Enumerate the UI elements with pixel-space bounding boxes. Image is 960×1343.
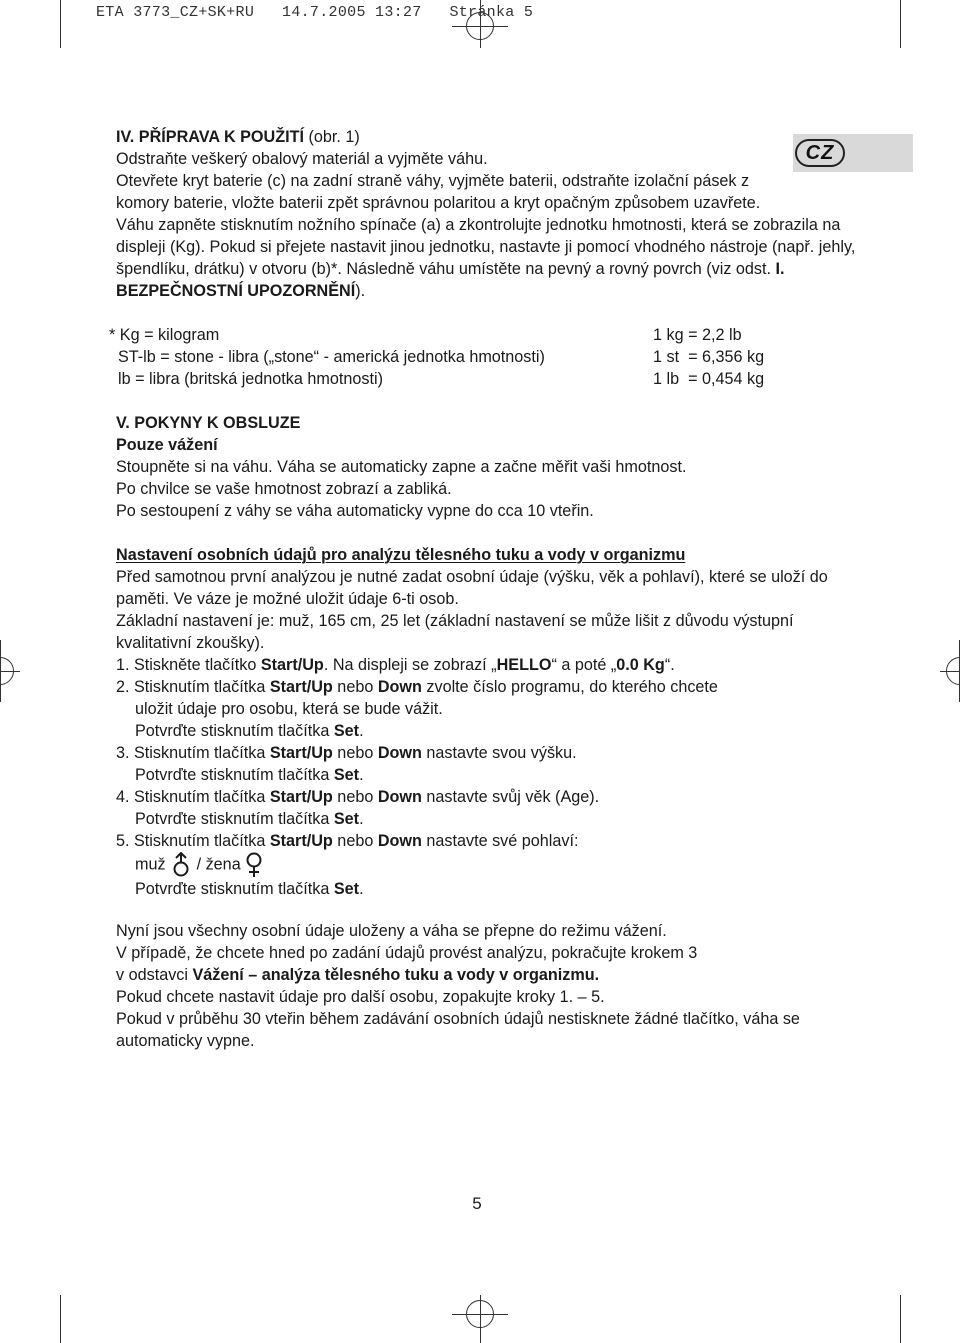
crop-mark	[60, 0, 61, 48]
step-3: 3. Stisknutím tlačítka Start/Up nebo Down nastavte svou výšku.	[116, 744, 577, 762]
gender-line: muž / žena	[116, 852, 856, 878]
paragraph: Otevřete kryt baterie (c) na zadní straně váhy, vyjměte baterii, odstraňte izolační pásek z komory baterie, vložte baterii zpět správnou polaritou a kryt opačným způsobem uzavřete.	[116, 172, 761, 212]
paragraph: Nyní jsou všechny osobní údaje uloženy a váha se přepne do režimu vážení.	[116, 922, 667, 940]
paragraph: Pokud chcete nastavit údaje pro další osobu, zopakujte kroky 1. – 5.	[116, 988, 605, 1006]
paragraph: Po chvilce se vaše hmotnost zobrazí a zabliká.	[116, 480, 452, 498]
print-header: ETA 3773_CZ+SK+RU 14.7.2005 13:27 Stránka 5	[96, 4, 534, 21]
crop-mark	[60, 1295, 61, 1343]
personal-data-title: Nastavení osobních údajů pro analýzu tělesného tuku a vody v organizmu	[116, 546, 686, 564]
registration-cross	[452, 26, 508, 27]
unit-conversion-table	[109, 324, 856, 390]
paragraph: V případě, že chcete hned po zadání údajů provést analýzu, pokračujte krokem 3	[116, 944, 698, 962]
page-content	[109, 126, 856, 1052]
paragraph: Pokud v průběhu 30 vteřin během zadávání osobních údajů nestisknete žádné tlačítko, váha se automaticky vypne.	[116, 1010, 800, 1050]
section-5-title: V. POKYNY K OBSLUZE	[116, 414, 301, 432]
step-1: 1. Stiskněte tlačítko Start/Up. Na displeji se zobrazí „HELLO“ a poté „0.0 Kg“.	[116, 656, 675, 674]
step-2: 2. Stisknutím tlačítka Start/Up nebo Down zvolte číslo programu, do kterého chcete	[116, 678, 718, 696]
confirm-line: Potvrďte stisknutím tlačítka Set.	[135, 810, 364, 828]
registration-cross	[0, 671, 20, 672]
confirm-line: Potvrďte stisknutím tlačítka Set.	[135, 880, 364, 898]
crop-mark	[900, 1295, 901, 1343]
confirm-line: Potvrďte stisknutím tlačítka Set.	[135, 766, 364, 784]
paragraph: Odstraňte veškerý obalový materiál a vyjměte váhu.	[116, 150, 488, 168]
female-symbol-icon	[245, 852, 263, 878]
crop-mark	[900, 0, 901, 48]
male-symbol-icon	[170, 852, 192, 878]
section-4-title: IV. PŘÍPRAVA K POUŽITÍ (obr. 1)	[116, 128, 360, 146]
table-row: lb = libra (britská jednotka hmotnosti) 1 lb = 0,454 kg	[109, 370, 765, 388]
table-row: ST-lb = stone - libra („stone“ - americká jednotka hmotnosti) 1 st = 6,356 kg	[109, 348, 765, 366]
paragraph: Před samotnou první analýzou je nutné zadat osobní údaje (výšku, věk a pohlaví), které se uloží do paměti. Ve váze je možné uložit údaje 6-ti osob.	[116, 568, 828, 608]
paragraph: v odstavci Vážení – analýza tělesného tuku a vody v organizmu.	[116, 966, 600, 984]
table-row: * Kg = kilogram 1 kg = 2,2 lb	[109, 326, 742, 344]
paragraph: Základní nastavení je: muž, 165 cm, 25 let (základní nastavení se může lišit z důvodu výstupní kvalitativní zkoušky).	[116, 612, 794, 652]
language-badge: CZ	[795, 139, 845, 167]
registration-cross	[940, 671, 960, 672]
registration-cross	[480, 1295, 481, 1343]
page-number: 5	[472, 1194, 482, 1213]
step-4: 4. Stisknutím tlačítka Start/Up nebo Down nastavte svůj věk (Age).	[116, 788, 600, 806]
registration-cross	[452, 1314, 508, 1315]
confirm-line: Potvrďte stisknutím tlačítka Set.	[135, 722, 364, 740]
step-5: 5. Stisknutím tlačítka Start/Up nebo Down nastavte své pohlaví:	[116, 832, 579, 850]
paragraph: Po sestoupení z váhy se váha automaticky vypne do cca 10 vteřin.	[116, 502, 594, 520]
paragraph: Stoupněte si na váhu. Váha se automaticky zapne a začne měřit vaši hmotnost.	[116, 458, 687, 476]
step-2-continued: uložit údaje pro osobu, která se bude vážit.	[135, 700, 443, 718]
section-5-subtitle: Pouze vážení	[116, 436, 218, 454]
paragraph: Váhu zapněte stisknutím nožního spínače (a) a zkontrolujte jednotku hmotnosti, která se zobrazila na displeji (Kg). Pokud si přejete nastavit jinou jednotku, nastavte ji pomocí vhodného nástroje (např. jehly, špendlíku, drátku) v otvoru (b)*. Následně váhu umístěte na pevný a rovný povrch (viz odst. I. BEZPEČNOSTNÍ UPOZORNĚNÍ).	[116, 216, 856, 300]
